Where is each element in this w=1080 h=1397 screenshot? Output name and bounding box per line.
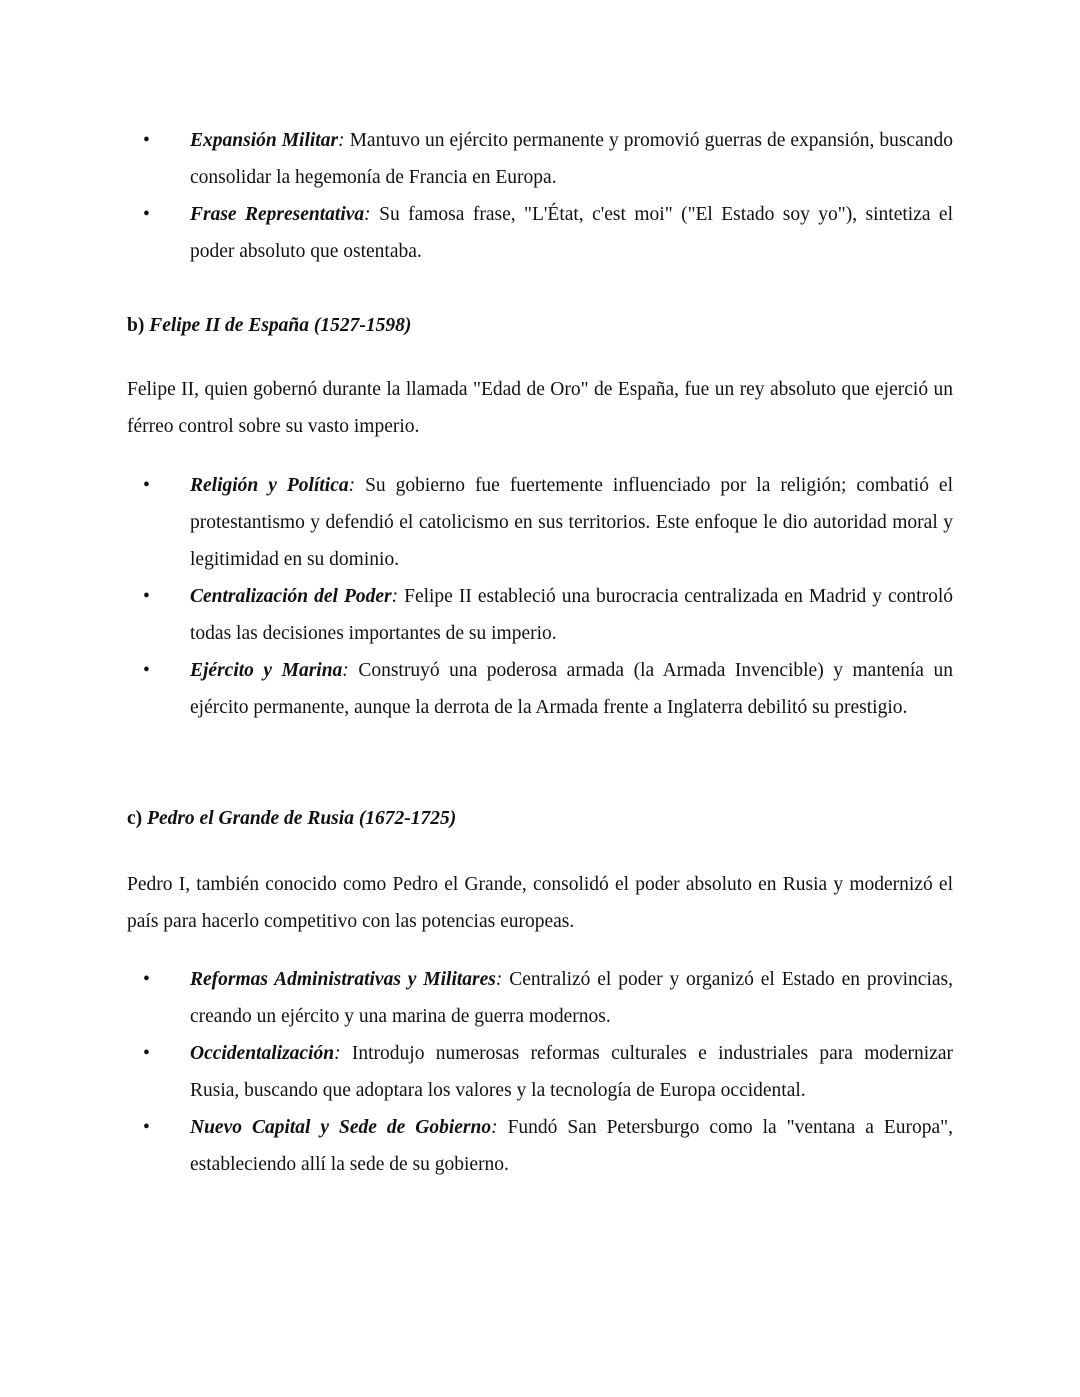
heading-letter: b)	[127, 315, 145, 336]
colon: :	[348, 475, 356, 496]
colon: :	[495, 969, 503, 990]
bullet-list-felipe	[127, 467, 953, 726]
item-text: Su famosa frase, "L'État, c'est moi" ("El Estado soy yo"), sintetiza el poder absoluto que ostentaba.	[190, 204, 953, 262]
list-item	[127, 122, 953, 196]
bullet-icon: •	[143, 586, 150, 607]
colon: :	[342, 660, 349, 681]
list-item	[127, 652, 953, 726]
bullet-icon: •	[143, 204, 150, 225]
item-label: Ejército y Marina	[190, 660, 343, 681]
list-item	[127, 961, 953, 1035]
item-text: Su gobierno fue fuertemente influenciado por la religión; combatió el protestantismo y defendió el catolicismo en sus territorios. Este enfoque le dio autoridad moral y legitimidad en su dominio.	[190, 475, 954, 570]
intro-paragraph-pedro: Pedro I, también conocido como Pedro el Grande, consolidó el poder absoluto en Rusia y modernizó el país para hacerlo competitivo con las potencias europeas.	[127, 874, 953, 932]
item-text: Felipe II estableció una burocracia centralizada en Madrid y controló todas las decisiones importantes de su imperio.	[190, 586, 953, 644]
list-item	[127, 1109, 953, 1183]
item-text: Fundó San Petersburgo como la "ventana a Europa", estableciendo allí la sede de su gobierno.	[190, 1117, 953, 1175]
colon: :	[338, 130, 345, 151]
list-item	[127, 196, 953, 270]
item-label: Occidentalización	[190, 1043, 335, 1064]
colon: :	[491, 1117, 498, 1138]
item-text: Centralizó el poder y organizó el Estado en provincias, creando un ejército y una marina de guerra modernos.	[190, 969, 953, 1027]
item-label: Centralización del Poder	[190, 586, 392, 607]
heading-title: Felipe II de España (1527-1598)	[149, 315, 412, 336]
list-item	[127, 467, 953, 578]
colon: :	[334, 1043, 341, 1064]
colon: :	[364, 204, 371, 225]
bullet-icon: •	[143, 130, 150, 151]
item-text: Construyó una poderosa armada (la Armada Invencible) y mantenía un ejército permanente, aunque la derrota de la Armada frente a Inglaterra debilitó su prestigio.	[190, 660, 953, 718]
item-label: Expansión Militar	[190, 130, 339, 151]
bullet-list-luis-xiv	[127, 122, 953, 270]
item-label: Reformas Administrativas y Militares	[190, 969, 496, 990]
bullet-icon: •	[143, 1117, 150, 1138]
bullet-icon: •	[143, 475, 150, 496]
heading-title: Pedro el Grande de Rusia (1672-1725)	[147, 808, 457, 829]
bullet-icon: •	[143, 969, 150, 990]
list-item	[127, 578, 953, 652]
colon: :	[391, 586, 399, 607]
section-heading-felipe	[127, 307, 953, 344]
bullet-list-pedro	[127, 961, 953, 1183]
bullet-icon: •	[143, 660, 150, 681]
list-item	[127, 1035, 953, 1109]
item-label: Frase Representativa	[190, 204, 365, 225]
item-label: Nuevo Capital y Sede de Gobierno	[190, 1117, 492, 1138]
item-label: Religión y Política	[190, 475, 349, 496]
section-heading-pedro	[127, 800, 953, 837]
intro-paragraph-felipe: Felipe II, quien gobernó durante la llamada "Edad de Oro" de España, fue un rey absoluto que ejerció un férreo control sobre su vasto imperio.	[127, 379, 953, 437]
bullet-icon: •	[143, 1043, 150, 1064]
item-text: Mantuvo un ejército permanente y promovió guerras de expansión, buscando consolidar la hegemonía de Francia en Europa.	[190, 130, 953, 188]
item-text: Introdujo numerosas reformas culturales e industriales para modernizar Rusia, buscando que adoptara los valores y la tecnología de Europa occidental.	[190, 1043, 953, 1101]
heading-letter: c)	[127, 808, 143, 829]
